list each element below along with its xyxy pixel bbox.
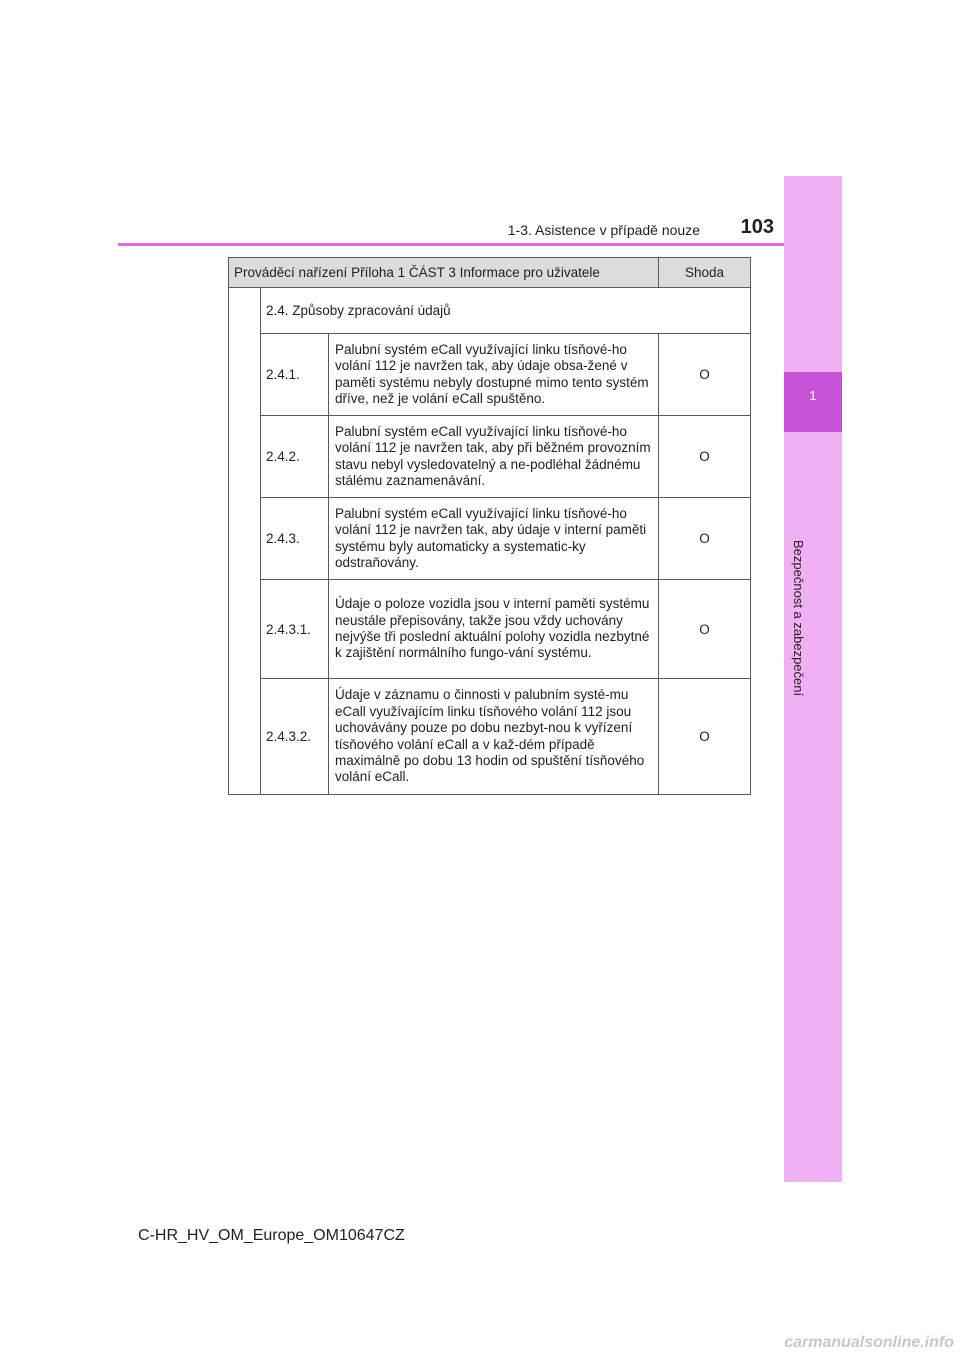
- section-heading: 2.4. Způsoby zpracování údajů: [261, 288, 751, 334]
- page-number: 103: [740, 216, 774, 238]
- chapter-number: 1: [809, 388, 817, 403]
- row-text: Údaje v záznamu o činnosti v palubním systé-mu eCall využívajícím linku tísňového volání 112 jsou uchovávány pouze po dobu nezbyt-nou k vyřízení tísňového volání eCall a v kaž-dém případě maximálně po dobu 13 hodin od spuštění tísňového volání eCall.: [329, 679, 659, 795]
- regulation-compliance-table: [228, 257, 751, 795]
- indent-cell: [229, 288, 261, 795]
- table-row: [229, 498, 751, 580]
- chapter-label: Bezpečnost a zabezpečení: [791, 540, 806, 697]
- document-code: C-HR_HV_OM_Europe_OM10647CZ: [138, 1227, 405, 1244]
- row-compliance-mark: O: [659, 679, 751, 795]
- row-compliance-mark: O: [659, 580, 751, 679]
- row-number: 2.4.1.: [261, 334, 329, 416]
- column-header-compliance: Shoda: [659, 258, 751, 288]
- row-number: 2.4.3.2.: [261, 679, 329, 795]
- row-number: 2.4.2.: [261, 416, 329, 498]
- watermark: carmanualsonline.info: [784, 1334, 954, 1351]
- row-number: 2.4.3.: [261, 498, 329, 580]
- section-title: 1-3. Asistence v případě nouze: [507, 222, 700, 238]
- row-compliance-mark: O: [659, 334, 751, 416]
- table-header-row: [229, 258, 751, 288]
- table-row: [229, 679, 751, 795]
- row-text: Palubní systém eCall využívající linku tísňové-ho volání 112 je navržen tak, aby při běžném provozním stavu nebyl vysledovatelný a ne-podléhal žádnému stálému zaznamenávání.: [329, 416, 659, 498]
- row-number: 2.4.3.1.: [261, 580, 329, 679]
- table-row: [229, 416, 751, 498]
- row-compliance-mark: O: [659, 416, 751, 498]
- row-compliance-mark: O: [659, 498, 751, 580]
- row-text: Údaje o poloze vozidla jsou v interní paměti systému neustále přepisovány, takže jsou vždy uchovány nejvýše tři poslední aktuální polohy vozidla nezbytné k zajištění normálního fungo-vání systému.: [329, 580, 659, 679]
- row-text: Palubní systém eCall využívající linku tísňové-ho volání 112 je navržen tak, aby údaje obsa-žené v paměti systému nebyly dostupné mimo tento systém dříve, než je volání eCall spuštěno.: [329, 334, 659, 416]
- table-row: [229, 580, 751, 679]
- row-text: Palubní systém eCall využívající linku tísňové-ho volání 112 je navržen tak, aby údaje v interní paměti systému byly automaticky a systematic-ky odstraňovány.: [329, 498, 659, 580]
- column-header-requirement: Prováděcí nařízení Příloha 1 ČÁST 3 Informace pro uživatele: [229, 258, 659, 288]
- header-divider: [118, 243, 784, 246]
- table-row: [229, 334, 751, 416]
- table-section-heading-row: [229, 288, 751, 334]
